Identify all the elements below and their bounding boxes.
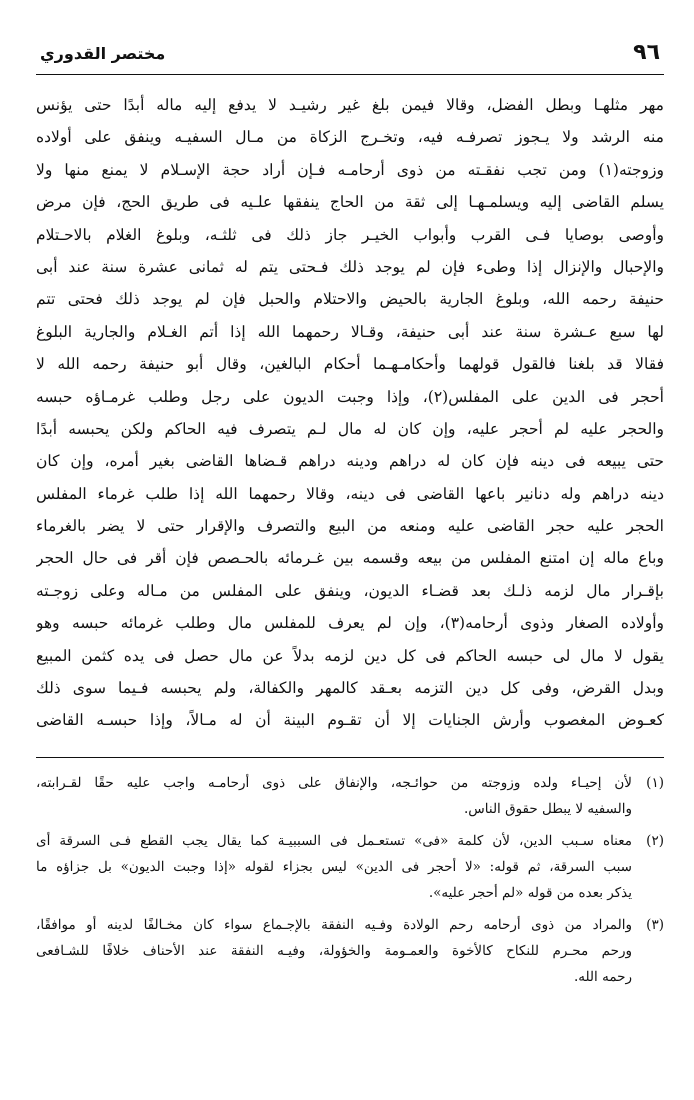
footnote-line: [36, 912, 664, 938]
text-line: فقالا قد بلغنا فالقول قولهما وأحكامـهـما أحكام البالغين، وقال أبو حنيفة رحمه الله لا: [36, 355, 664, 374]
footnote-line: [36, 828, 664, 854]
text-line: حنيفة رحمه الله، وبلوغ الجارية بالحيض والاحتلام والحبل فإن لم يوجد ذلك فحتى تتم: [36, 290, 664, 309]
footnotes: [36, 770, 664, 990]
text-line: وبدل القرض، وفى كل دين التزمه بعـقد كالمهر والكفالة، ولم يحبسه فـيما سوى ذلك: [36, 679, 664, 698]
text-line: لها سبع عـشرة سنة عند أبى حنيفة، وقـالا رحمهما الله إذا أتم الغـلام والجارية البلوغ: [36, 322, 664, 341]
footnote-divider: [36, 757, 664, 758]
page-number: ٩٦: [633, 40, 660, 65]
footnote-line: ورحم محـرم للنكاح كالأخوة والعمـومة والخؤولة، وفيـه النفقة عند الأحناف خلافًا للشـافعى: [36, 942, 632, 959]
main-text: [36, 89, 664, 737]
text-line: الحجر عليه حجر القاضى عليه ومنعه من البيع والتصرف والإقرار حتى لا يضر بالغرماء: [36, 517, 664, 536]
footnote-line: سبب السرقة، ثم قوله: «لا أحجر فى الدين» ليس بجزاء لقوله «إذا وجبت الديون» بل جزاؤه ما: [36, 858, 632, 875]
text-line: وأوصى بوصايا فـى القرب وأبواب الخيـر جاز ذلك فى ثلثـه، وبلوغ الغلام بالاحـتلام: [36, 225, 664, 244]
footnote-line: [36, 770, 664, 796]
text-line: وباع ماله إن امتنع المفلس من بيعه وقسمه بين غـرمائه بالحـصص فإن أقر فى حال الحجر: [36, 549, 664, 568]
footnote-text: معناه سـبب الدين، لأن كلمة «فى» تستعـمل فى السببيـة كما يقال يجب القطع فـى السرقة أى: [36, 832, 632, 849]
text-line: والإحبال والإنزال إذا وطىء فإن لم يوجد ذلك فـحتى يتم له ثمانى عشرة سنة عند أبى: [36, 257, 664, 276]
book-page: [36, 40, 664, 996]
text-line: بإقـرار مال لزمه ذلـك بعد قضـاء الديون، وينفق على المفلس من مـاله وعلى زوجـته: [36, 581, 664, 600]
page-header: [36, 40, 664, 70]
footnote-number: (١): [646, 774, 664, 791]
footnote-line: يذكر بعده من قوله «لم أحجر عليه».: [428, 884, 632, 901]
footnote-3: [36, 912, 664, 990]
text-line: وأولاده الصغار وذوى أرحامه(٣)، وإن لم يعرف للمفلس مال وطلب غرمائه حبسه وهو: [36, 614, 664, 633]
header-divider: [36, 74, 664, 75]
footnote-number: (٣): [646, 916, 664, 933]
text-line: حتى يبيعه فى دينه فإن كان له دراهم ودينه دراهم قـضاها القاضى بغير أمره، وإن كان: [36, 452, 664, 471]
footnote-2: [36, 828, 664, 906]
footnote-number: (٢): [646, 832, 664, 849]
footnote-line: والسفيه لا يبطل حقوق الناس.: [463, 800, 632, 817]
running-title: مختصر القدوري: [40, 44, 166, 63]
text-line: دينه دراهم وله دنانير باعها القاضى فى دينه، وقالا رحمهما الله إذا طلب غرماء المفلس: [36, 484, 664, 503]
text-line: وزوجته(١) ومن تجب نفقـته من ذوى أرحامـه فـإن أراد حجة الإسـلام لا يمنع منها ولا: [36, 160, 664, 179]
footnote-text: لأن إحيـاء ولده وزوجته من حوائـجه، والإنفاق على ذوى أرحامـه واجب عليه حقًا لقـرابته،: [36, 774, 632, 791]
footnote-line: رحمه الله.: [573, 968, 632, 985]
text-line: كعـوض المغصوب وأرش الجنايات إلا أن تقـوم البينة أن له مـالاً، وإذا حبسـه القاضى: [36, 711, 664, 730]
text-line: أحجر فى الدين على المفلس(٢)، وإذا وجبت الديون على رجل وطلب غرمـاؤه حبسه: [36, 387, 664, 406]
text-line: منه الرشد ولا يـجوز تصرفـه فيه، وتخـرج الزكاة من مـال السفيـه وينفق على أولاده: [36, 128, 664, 147]
text-line: والحجر عليه لم أحجر عليه، وإن كان له مال لـم يتصرف فيه الحاكم ولكن يحبسه أبدًا: [36, 419, 664, 438]
footnote-1: [36, 770, 664, 822]
text-line: مهر مثلهـا وبطل الفضل، وقالا فيمن بلغ غير رشيـد لا يدفع إليه ماله أبدًا حتى يؤنس: [36, 96, 664, 114]
text-line: يقول لا مال لى حبسه الحاكم فى كل دين لزمه بدلاً عن مال حصل فى يده كثمن المبيع: [36, 646, 664, 665]
text-line: يسلم القاضى إليه ويسلمـهـا إلى ثقة من الحاج ينفقها علـيه فى طريق الحج، فإن مرض: [36, 193, 664, 212]
footnote-text: والمراد من ذوى أرحامه رحم الولادة وفـيه النفقة بالإجـماع سواء كان مخـالفًا لدينه أو موافقًا،: [36, 916, 632, 933]
